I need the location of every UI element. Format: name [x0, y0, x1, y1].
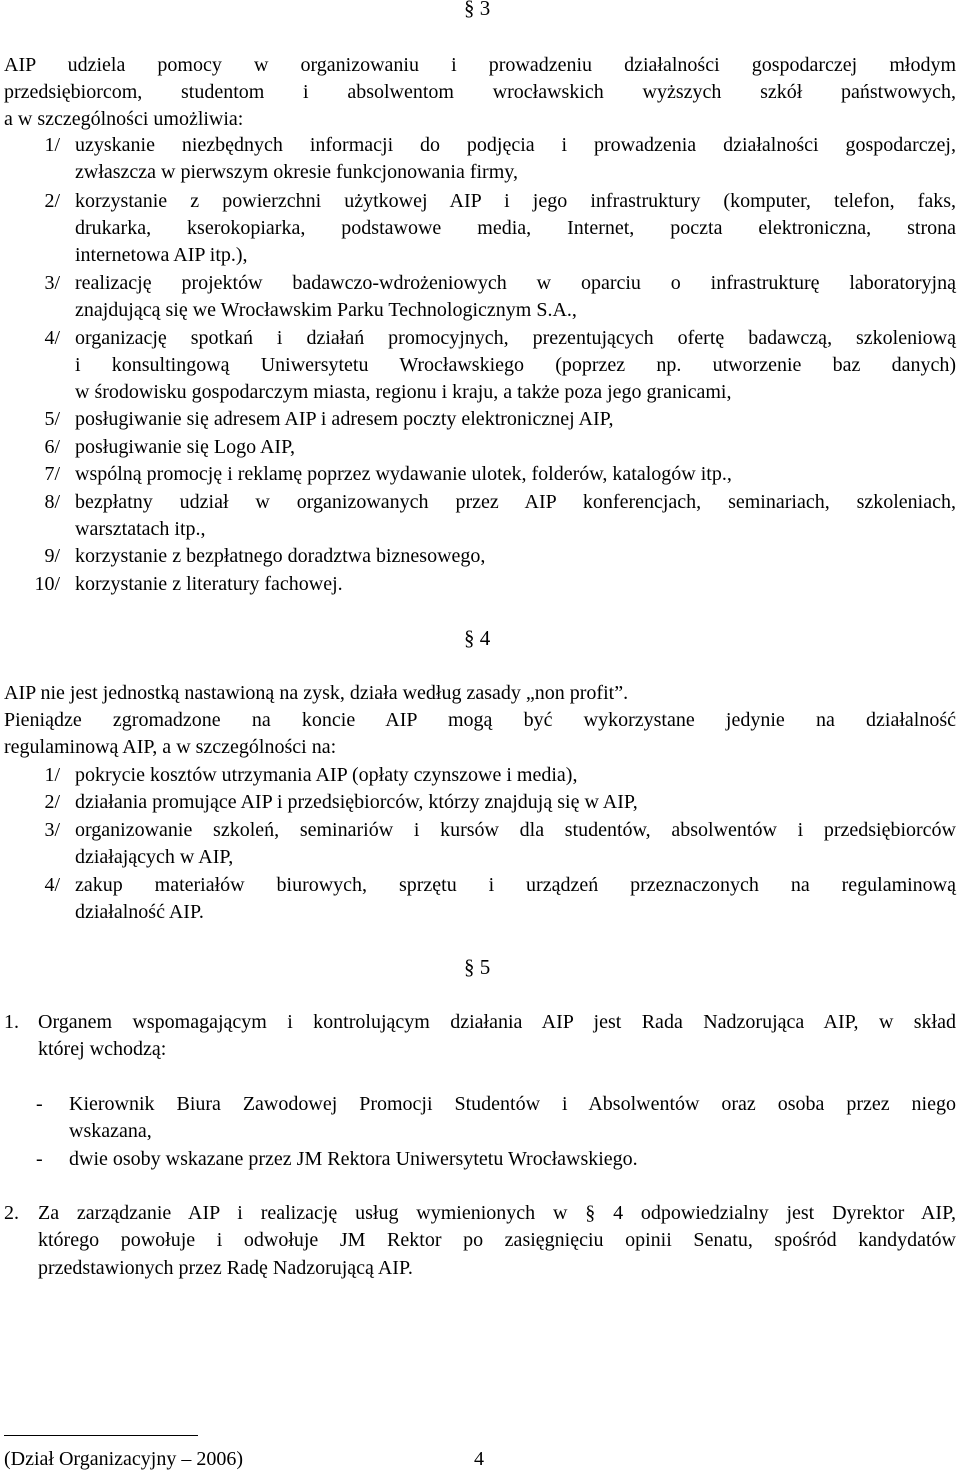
- list-item-text: zakup materiałów biurowych, sprzętu i urządzeń przeznaczonych na regulaminową: [75, 874, 956, 896]
- list-item-number: 3/: [44, 819, 60, 841]
- footer-divider: [4, 1435, 198, 1436]
- point-text: której wchodzą:: [38, 1038, 167, 1060]
- list-item-text: korzystanie z bezpłatnego doradztwa biznesowego,: [75, 545, 486, 567]
- footer-department: (Dział Organizacyjny – 2006): [4, 1448, 243, 1470]
- list-item-number: 6/: [44, 436, 60, 458]
- list-item-text: organizację spotkań i działań promocyjnych, prezentujących ofertę badawczą, szkoleniową: [75, 327, 956, 349]
- section-4-intro-line: AIP nie jest jednostką nastawioną na zysk, działa według zasady „non profit”.: [4, 682, 629, 704]
- list-item-number: 5/: [44, 408, 60, 430]
- list-item-text: posługiwanie się Logo AIP,: [75, 436, 295, 458]
- section-3-intro-line: AIP udziela pomocy w organizowaniu i prowadzeniu działalności gospodarczej młodym: [4, 54, 956, 76]
- list-item-text: drukarka, kserokopiarka, podstawowe media, Internet, poczta elektroniczna, strona: [75, 217, 956, 239]
- section-4-intro-line: Pieniądze zgromadzone na koncie AIP mogą być wykorzystane jedynie na działalność: [4, 709, 956, 731]
- list-item-number: 2/: [44, 190, 60, 212]
- list-item-text: wspólną promocję i reklamę poprzez wydawanie ulotek, folderów, katalogów itp.,: [75, 463, 732, 485]
- list-item-number: 2/: [44, 791, 60, 813]
- point-text: przedstawionych przez Radę Nadzorującą AIP.: [38, 1257, 413, 1279]
- point-text: Za zarządzanie AIP i realizację usług wymienionych w § 4 odpowiedzialny jest Dyrektor AIP,: [38, 1202, 956, 1224]
- list-item-text: znajdującą się we Wrocławskim Parku Technologicznym S.A.,: [75, 299, 577, 321]
- list-item-text: bezpłatny udział w organizowanych przez AIP konferencjach, seminariach, szkoleniach,: [75, 491, 956, 513]
- list-item-text: posługiwanie się adresem AIP i adresem poczty elektronicznej AIP,: [75, 408, 614, 430]
- list-item-text: realizację projektów badawczo-wdrożeniowych w oparciu o infrastrukturę laboratoryjną: [75, 272, 956, 294]
- list-item-text: uzyskanie niezbędnych informacji do podjęcia i prowadzenia działalności gospodarczej,: [75, 134, 956, 156]
- dash-bullet: -: [36, 1093, 43, 1115]
- list-item-text: działających w AIP,: [75, 846, 234, 868]
- section-3-intro-line: a w szczególności umożliwia:: [4, 108, 244, 130]
- section-3-heading: § 3: [464, 0, 491, 20]
- dash-item-text: Kierownik Biura Zawodowej Promocji Studentów i Absolwentów oraz osoba przez niego: [69, 1093, 956, 1115]
- list-item-text: korzystanie z literatury fachowej.: [75, 573, 343, 595]
- list-item-number: 1/: [44, 764, 60, 786]
- list-item-text: działania promujące AIP i przedsiębiorców, którzy znajdują się w AIP,: [75, 791, 638, 813]
- list-item-text: korzystanie z powierzchni użytkowej AIP i jego infrastruktury (komputer, telefon, faks,: [75, 190, 956, 212]
- list-item-number: 4/: [44, 327, 60, 349]
- dash-item-text: wskazana,: [69, 1120, 152, 1142]
- list-item-text: zwłaszcza w pierwszym okresie funkcjonowania firmy,: [75, 161, 518, 183]
- list-item-number: 9/: [44, 545, 60, 567]
- list-item-text: internetowa AIP itp.),: [75, 244, 248, 266]
- list-item-text: organizowanie szkoleń, seminariów i kursów dla studentów, absolwentów i przedsiębiorców: [75, 819, 956, 841]
- list-item-text: warsztatach itp.,: [75, 518, 206, 540]
- list-item-text: pokrycie kosztów utrzymania AIP (opłaty czynszowe i media),: [75, 764, 578, 786]
- list-item-number: 4/: [44, 874, 60, 896]
- point-text: Organem wspomagającym i kontrolującym działania AIP jest Rada Nadzorująca AIP, w skład: [38, 1011, 956, 1033]
- dash-item-text: dwie osoby wskazane przez JM Rektora Uniwersytetu Wrocławskiego.: [69, 1148, 638, 1170]
- point-number: 2.: [4, 1202, 19, 1224]
- section-3-intro-line: przedsiębiorcom, studentom i absolwentom wrocławskich wyższych szkół państwowych,: [4, 81, 956, 103]
- list-item-number: 8/: [44, 491, 60, 513]
- list-item-number: 1/: [44, 134, 60, 156]
- point-text: którego powołuje i odwołuje JM Rektor po zasięgnięciu opinii Senatu, spośród kandydatów: [38, 1229, 956, 1251]
- list-item-number: 10/: [34, 573, 60, 595]
- footer-page-number: 4: [474, 1448, 484, 1470]
- section-4-heading: § 4: [464, 626, 491, 650]
- list-item-text: w środowisku gospodarczym miasta, regionu i kraju, a także poza jego granicami,: [75, 381, 732, 403]
- section-4-intro-line: regulaminową AIP, a w szczególności na:: [4, 736, 337, 758]
- point-number: 1.: [4, 1011, 19, 1033]
- list-item-number: 7/: [44, 463, 60, 485]
- section-5-heading: § 5: [464, 955, 491, 979]
- dash-bullet: -: [36, 1148, 43, 1170]
- list-item-text: działalność AIP.: [75, 901, 204, 923]
- list-item-number: 3/: [44, 272, 60, 294]
- list-item-text: i konsultingową Uniwersytetu Wrocławskiego (poprzez np. utworzenie baz danych): [75, 354, 956, 376]
